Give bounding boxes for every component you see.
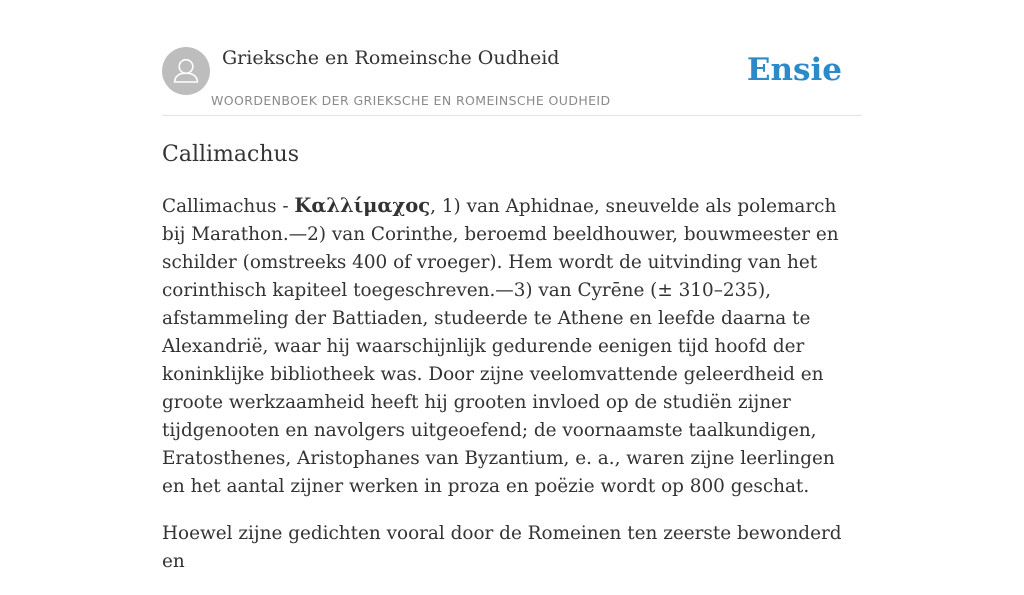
source-subtitle: WOORDENBOEK DER GRIEKSCHE EN ROMEINSCHE OUDHEID (211, 93, 611, 108)
greek-term: Καλλίμαχος (294, 194, 431, 217)
brand-logo[interactable]: Ensie (746, 52, 842, 88)
entry-title: Callimachus (162, 142, 299, 167)
source-header (162, 0, 862, 116)
entry-paragraph-2: Hoewel zijne gedichten vooral door de Romeinen ten zeerste bewonderd en (162, 523, 842, 572)
entry-term: Callimachus (162, 196, 277, 217)
entry-body (162, 192, 862, 595)
entry-paragraph-text: , 1) van Aphidnae, sneuvelde als polemarch bij Marathon.—2) van Corinthe, beroemd beeldhouwer, bouwmeester en schilder (omstreeks 400 of vroeger). Hem wordt de uitvinding van het corinthisch kapiteel toegeschreven.—3) van Cyrēne (± 310–235), afstammeling der Battiaden, studeerde te Athene en leefde daarna te Alexandrië, waar hij waarschijnlijk gedurende eenigen tijd hoofd der koninklijke bibliotheek was. Door zijne veelomvattende geleerdheid en groote werkzaamheid heeft hij grooten invloed op de studiën zijner tijdgenooten en navolgers uitgeoefend; de voornaamste taalkundigen, Eratosthenes, Aristophanes van Byzantium, e. a., waren zijne leerlingen en het aantal zijner werken in proza en poëzie wordt op 800 geschat. (162, 196, 839, 497)
term-separator: - (276, 196, 295, 217)
source-title[interactable]: Grieksche en Romeinsche Oudheid (222, 47, 560, 69)
page (162, 0, 862, 572)
user-icon (162, 47, 210, 95)
entry-paragraph (162, 192, 862, 501)
avatar[interactable] (162, 47, 210, 95)
